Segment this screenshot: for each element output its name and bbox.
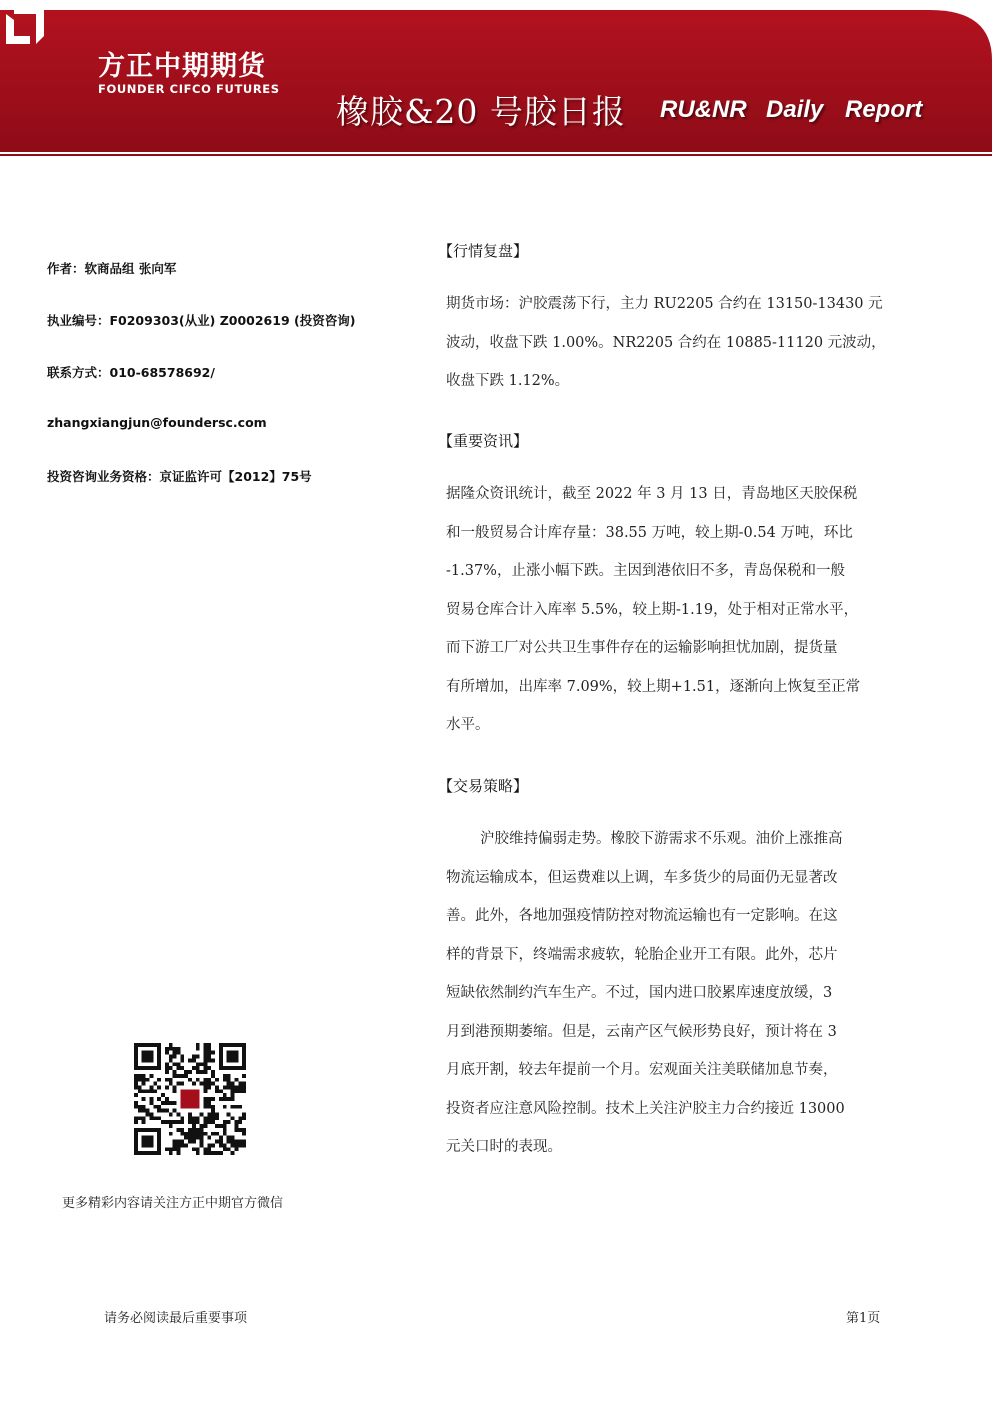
email-line: zhangxiangjun@foundersc.com [47, 415, 267, 430]
brand-name-en: FOUNDER CIFCO FUTURES [98, 82, 280, 96]
paragraph-line: 波动，收盘下跌 1.00%。NR2205 合约在 10885-11120 元波动， [446, 334, 886, 351]
paragraph-line: 收盘下跌 1.12%。 [446, 373, 570, 389]
section-title-strategy: 【交易策略】 [438, 777, 529, 795]
strategy-paragraph [446, 820, 940, 1167]
section-title-market-review: 【行情复盘】 [438, 242, 529, 260]
paragraph-line: 水平。 [446, 717, 490, 733]
license-line: 执业编号：F0209303(从业) Z0002619 (投资咨询) [47, 313, 356, 328]
footer-disclaimer: 请务必阅读最后重要事项 [104, 1311, 248, 1326]
page-number: 第1页 [846, 1311, 881, 1326]
paragraph-line: 贸易仓库合计入库率 5.5%，较上期-1.19，处于相对正常水平， [446, 601, 859, 618]
paragraph-line: 沪胶维持偏弱走势。橡胶下游需求不乐观。油价上涨推高 [480, 831, 843, 847]
report-header [0, 0, 992, 160]
founder-logo-icon [0, 0, 50, 50]
report-title-en-1: RU&NR [660, 96, 747, 123]
brand-name-cn: 方正中期期货 [98, 51, 266, 82]
contact-line: 联系方式：010-68578692/ [47, 365, 215, 380]
paragraph-line: 月到港预期萎缩。但是，云南产区气候形势良好，预计将在 3 [446, 1023, 837, 1040]
paragraph-line: 投资者应注意风险控制。技术上关注沪胶主力合约接近 13000 [446, 1100, 845, 1117]
paragraph-line: 善。此外，各地加强疫情防控对物流运输也有一定影响。在这 [446, 908, 838, 924]
paragraph-line: 期货市场：沪胶震荡下行，主力 RU2205 合约在 13150-13430 元 [446, 296, 883, 312]
report-title-en-2: Daily [766, 96, 824, 123]
market-review-paragraph [446, 285, 940, 401]
paragraph-line: 物流运输成本，但运费难以上调，车多货少的局面仍无显著改 [446, 869, 838, 886]
paragraph-line: 样的背景下，终端需求疲软，轮胎企业开工有限。此外，芯片 [446, 946, 838, 963]
paragraph-line: 和一般贸易合计库存量：38.55 万吨，较上期-0.54 万吨，环比 [446, 524, 853, 541]
paragraph-line: 月底开割，较去年提前一个月。宏观面关注美联储加息节奏， [446, 1062, 838, 1078]
paragraph-line: 而下游工厂对公共卫生事件存在的运输影响担忧加剧，提货量 [446, 640, 838, 656]
report-title-en-3: Report [845, 96, 923, 123]
author-line: 作者：软商品组 张向军 [47, 261, 177, 276]
paragraph-line: -1.37%，止涨小幅下跌。主因到港依旧不多，青岛保税和一般 [446, 563, 845, 579]
qualification-line: 投资咨询业务资格：京证监许可【2012】75号 [47, 469, 312, 484]
paragraph-line: 元关口时的表现。 [446, 1139, 562, 1155]
section-title-news: 【重要资讯】 [438, 432, 529, 450]
wechat-qr-code-icon [134, 1043, 246, 1155]
qr-caption: 更多精彩内容请关注方正中期官方微信 [62, 1196, 284, 1211]
news-paragraph [446, 475, 940, 745]
report-title-cn: 橡胶&20 号胶日报 [336, 92, 626, 131]
paragraph-line: 据隆众资讯统计，截至 2022 年 3 月 13 日，青岛地区天胶保税 [446, 486, 858, 502]
paragraph-line: 短缺依然制约汽车生产。不过，国内进口胶累库速度放缓，3 [446, 985, 833, 1001]
paragraph-line: 有所增加，出库率 7.09%，较上期+1.51，逐渐向上恢复至正常 [446, 678, 861, 695]
